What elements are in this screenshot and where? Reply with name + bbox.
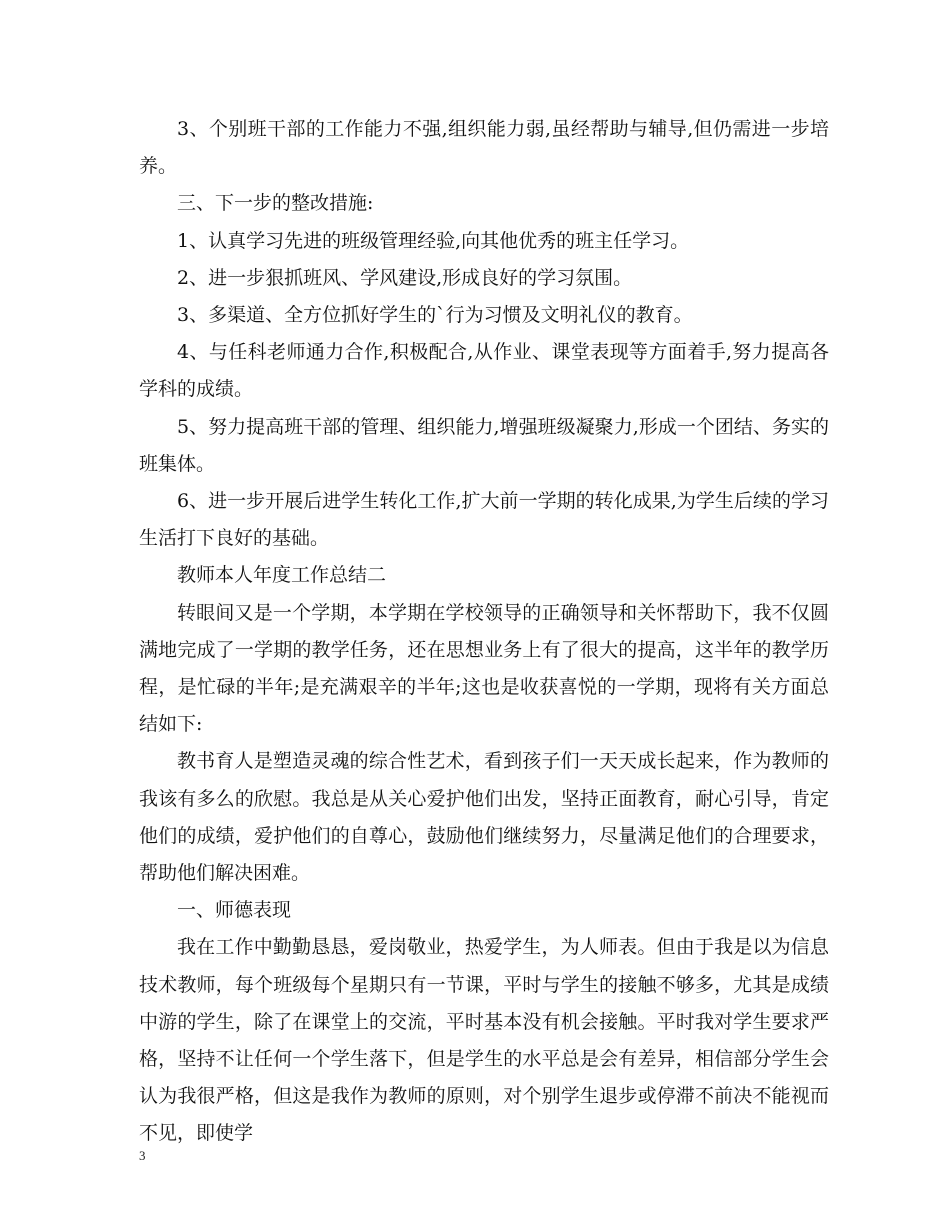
page-number: 3 (139, 1148, 146, 1163)
paragraph-1: 3、个别班干部的工作能力不强,组织能力弱,虽经帮助与辅导,但仍需进一步培养。 (139, 118, 829, 178)
paragraph-11: 教书育人是塑造灵魂的综合性艺术，看到孩子们一天天成长起来，作为教师的我该有多么的欣慰。我总是从关心爱护他们出发，坚持正面教育，耐心引导，肯定他们的成绩，爱护他们的自尊心，鼓励他们继续努力，尽量满足他们的合理要求，帮助他们解决困难。 (139, 750, 829, 885)
document-subtitle: 教师本人年度工作总结二 (177, 564, 387, 587)
document-body (139, 111, 829, 1153)
paragraph-7: 5、努力提高班干部的管理、组织能力,增强班级凝聚力,形成一个团结、务实的班集体。 (139, 415, 829, 475)
paragraph-5: 3、多渠道、全方位抓好学生的`行为习惯及文明礼仪的教育。 (177, 304, 693, 327)
paragraph-3: 1、认真学习先进的班级管理经验,向其他优秀的班主任学习。 (177, 229, 690, 252)
paragraph-13: 我在工作中勤勤恳恳，爱岗敬业，热爱学生，为人师表。但由于我是以为信息技术教师，每个班级每个星期只有一节课，平时与学生的接触不够多，尤其是成绩中游的学生，除了在课堂上的交流，平时基本没有机会接触。平时我对学生要求严格，坚持不让任何一个学生落下，但是学生的水平总是会有差异，相信部分学生会认为我很严格，但这是我作为教师的原则，对个别学生退步或停滞不前决不能视而不见，即使学 (139, 936, 829, 1145)
section-heading-rectification: 三、下一步的整改措施: (177, 192, 374, 215)
paragraph-6: 4、与任科老师通力合作,积极配合,从作业、课堂表现等方面着手,努力提高各学科的成绩。 (139, 341, 829, 401)
paragraph-8: 6、进一步开展后进学生转化工作,扩大前一学期的转化成果,为学生后续的学习生活打下良好的基础。 (139, 490, 829, 550)
paragraph-4: 2、进一步狠抓班风、学风建设,形成良好的学习氛围。 (177, 266, 633, 289)
section-heading-ethics: 一、师德表现 (177, 899, 292, 922)
paragraph-10: 转眼间又是一个学期，本学期在学校领导的正确领导和关怀帮助下，我不仅圆满地完成了一学期的教学任务，还在思想业务上有了很大的提高，这半年的教学历程，是忙碌的半年;是充满艰辛的半年;这也是收获喜悦的一学期，现将有关方面总结如下: (139, 601, 829, 736)
